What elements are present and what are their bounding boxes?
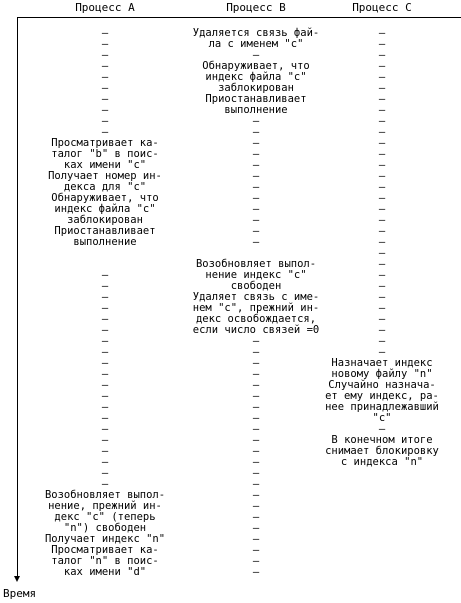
timeline-dash: –	[101, 93, 109, 105]
timeline-dash: –	[252, 170, 260, 182]
timeline-dash: –	[378, 313, 386, 325]
header-process-c: Процесс С	[352, 1, 412, 14]
header-divider-line	[17, 17, 461, 18]
timeline-dash: –	[101, 27, 109, 39]
timeline-dash: –	[378, 60, 386, 72]
timeline-dash: –	[252, 500, 260, 512]
timeline-dash: –	[252, 236, 260, 248]
timeline-dash: –	[252, 137, 260, 149]
timeline-dash: –	[252, 478, 260, 490]
timeline-dash: –	[378, 247, 386, 259]
timeline-dash: –	[378, 269, 386, 281]
timeline-dash: –	[378, 280, 386, 292]
timeline-dash: –	[378, 192, 386, 204]
timeline-dash: –	[252, 159, 260, 171]
timeline-dash: –	[101, 49, 109, 61]
timeline-dash: –	[378, 93, 386, 105]
timeline-dash: –	[101, 412, 109, 424]
timeline-dash: –	[101, 335, 109, 347]
timeline-dash: –	[378, 148, 386, 160]
timeline-dash: –	[101, 467, 109, 479]
timeline-dash: –	[378, 324, 386, 336]
timeline-dash: –	[252, 368, 260, 380]
time-axis-arrowhead	[14, 576, 20, 582]
timeline-dash: –	[252, 544, 260, 556]
timeline-dash: –	[252, 489, 260, 501]
timeline-dash: –	[252, 511, 260, 523]
timeline-dash: –	[101, 291, 109, 303]
timeline-dash: –	[378, 423, 386, 435]
timeline-dash: –	[101, 313, 109, 325]
timeline-dash: –	[101, 38, 109, 50]
timeline-dash: –	[101, 379, 109, 391]
timeline-dash: –	[101, 280, 109, 292]
timeline-dash: –	[101, 445, 109, 457]
time-axis-line	[17, 17, 18, 579]
timeline-dash: –	[378, 115, 386, 127]
timeline-dash: –	[101, 104, 109, 116]
timeline-dash: –	[101, 302, 109, 314]
timeline-dash: –	[252, 357, 260, 369]
time-axis-label: Время	[3, 587, 37, 600]
timeline-dash: –	[101, 60, 109, 72]
event-text: Назначает индекс новому файлу "n" Случайно назнача- ет ему индекс, ра- нее принадлежавший "c"	[325, 357, 439, 424]
event-text: В конечном итоге снимает блокировку с индекса "n"	[325, 434, 439, 468]
timeline-dash: –	[252, 533, 260, 545]
timeline-dash: –	[378, 302, 386, 314]
timeline-dash: –	[252, 401, 260, 413]
timeline-dash: –	[101, 269, 109, 281]
timeline-dash: –	[378, 49, 386, 61]
timeline-dash: –	[101, 478, 109, 490]
timeline-dash: –	[252, 225, 260, 237]
timeline-dash: –	[252, 423, 260, 435]
timeline-dash: –	[378, 170, 386, 182]
timeline-dash: –	[252, 566, 260, 578]
timeline-dash: –	[101, 456, 109, 468]
timeline-dash: –	[101, 423, 109, 435]
timeline-dash: –	[101, 324, 109, 336]
timeline-dash: –	[378, 181, 386, 193]
timeline-dash: –	[101, 71, 109, 83]
timeline-dash: –	[252, 412, 260, 424]
event-text: Возобновляет выпол- нение индекс "c" свободен Удаляет связь с име- нем "c", прежний ин- декс освобождается, если число связей =0	[192, 258, 320, 336]
timeline-dash: –	[252, 445, 260, 457]
timeline-dash: –	[252, 115, 260, 127]
timeline-dash: –	[378, 38, 386, 50]
timeline-dash: –	[378, 137, 386, 149]
timeline-dash: –	[252, 214, 260, 226]
timeline-dash: –	[378, 236, 386, 248]
timeline-dash: –	[378, 126, 386, 138]
timeline-dash: –	[378, 258, 386, 270]
timeline-dash: –	[252, 456, 260, 468]
event-text: Возобновляет выпол- нение, прежний ин- декс "c" (теперь "n") свободен Получает индекс "n" Просматривает ка- талог "n" в поис- ках имени "d"	[44, 489, 166, 578]
timeline-dash: –	[378, 159, 386, 171]
timeline-dash: –	[252, 203, 260, 215]
header-process-b: Процесс В	[226, 1, 286, 14]
timeline-dash: –	[252, 148, 260, 160]
timeline-dash: –	[252, 346, 260, 358]
timeline-dash: –	[101, 434, 109, 446]
timeline-dash: –	[378, 291, 386, 303]
timeline-dash: –	[378, 214, 386, 226]
timeline-dash: –	[378, 346, 386, 358]
event-text: Удаляется связь фай- ла с именем "c" – Обнаруживает, что индекс файла "c" заблокирован Приостанавливает выполнение	[192, 27, 320, 116]
event-text: Просматривает ка- талог "b" в поис- ках имени "c" Получает номер ин- декса для "c" Обнаруживает, что индекс файла "c" заблокирован Приостанавливает выполнение	[48, 137, 162, 248]
timeline-dash: –	[252, 379, 260, 391]
timeline-dash: –	[378, 225, 386, 237]
timeline-dash: –	[101, 115, 109, 127]
timeline-dash: –	[252, 390, 260, 402]
timeline-dash: –	[252, 126, 260, 138]
timeline-dash: –	[101, 346, 109, 358]
timeline-dash: –	[101, 357, 109, 369]
timeline-dash: –	[101, 82, 109, 94]
timeline-dash: –	[378, 82, 386, 94]
timeline-dash: –	[378, 104, 386, 116]
timeline-dash: –	[378, 27, 386, 39]
timeline-dash: –	[378, 203, 386, 215]
timeline-dash: –	[378, 71, 386, 83]
timeline-dash: –	[252, 434, 260, 446]
timeline-dash: –	[252, 467, 260, 479]
timeline-dash: –	[378, 335, 386, 347]
timeline-dash: –	[101, 126, 109, 138]
header-process-a: Процесс А	[75, 1, 135, 14]
timeline-dash: –	[252, 522, 260, 534]
timeline-dash: –	[252, 181, 260, 193]
timeline-dash: –	[101, 390, 109, 402]
timeline-dash: –	[101, 401, 109, 413]
timeline-dash: –	[252, 192, 260, 204]
timeline-dash: –	[252, 555, 260, 567]
timeline-dash: –	[252, 335, 260, 347]
timeline-dash: –	[101, 368, 109, 380]
